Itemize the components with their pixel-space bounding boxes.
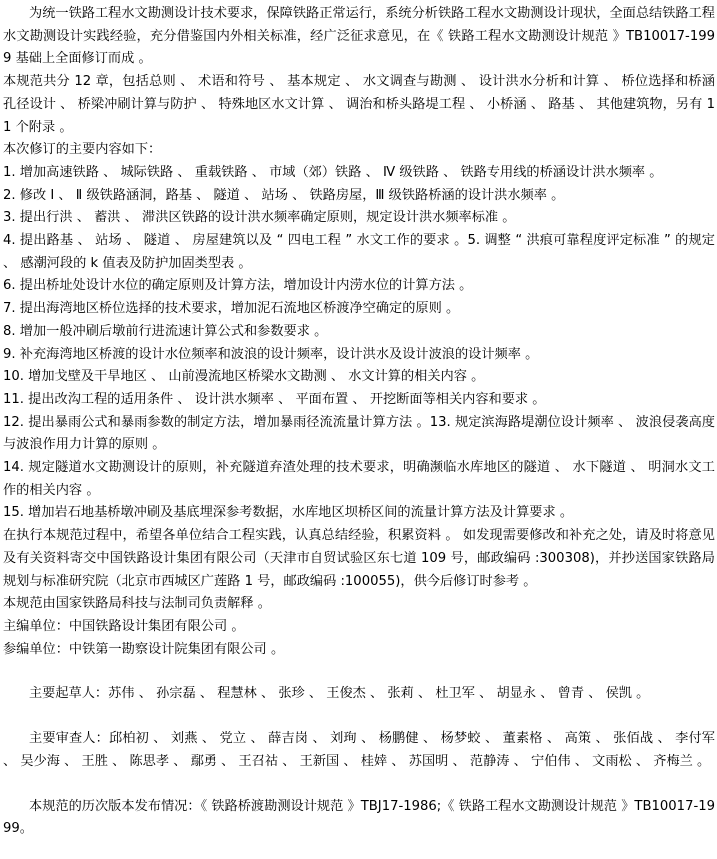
chief-editor-unit: 主编单位：中国铁路设计集团有限公司 。 [3, 618, 245, 634]
participating-unit: 参编单位：中铁第一勘察设计院集团有限公司 。 [3, 641, 285, 657]
revision-item-9: 9. 补充海湾地区桥渡的设计水位频率和波浪的设计频率，设计洪水及设计波浪的设计频率 。 [3, 346, 539, 362]
revision-item-2: 2. 修改 Ⅰ 、 Ⅱ 级铁路涵洞，路基 、 隧道 、 站场 、 铁路房屋，Ⅲ 级铁路桥涵的设计洪水频率 。 [3, 187, 565, 203]
revision-heading: 本次修订的主要内容如下： [3, 142, 162, 158]
revision-item-7: 7. 提出海湾地区桥位选择的技术要求，增加泥石流地区桥渡净空确定的原则 。 [3, 301, 460, 317]
revision-item-8: 8. 增加一般冲刷后墩前行进流速计算公式和参数要求 。 [3, 323, 328, 339]
feedback-paragraph: 在执行本规范过程中，希望各单位结合工程实践，认真总结经验，积累资料 。 如发现需要修改和补充之处，请及时将意见及有关资料寄交中国铁路设计集团有限公司（天津市自贸试验区东七道 109 号，邮政编码 :300308)，并抄送国家铁路局规划与标准研究院（北京市西城区广莲路 1 号，邮政编码 :100055)，供今后修订时参考 。 [3, 528, 715, 589]
revision-item-15: 15. 增加岩石地基桥墩冲刷及基底埋深参考数据，水库地区坝桥区间的流量计算方法及计算要求 。 [3, 505, 574, 521]
revision-item-3: 3. 提出行洪 、 蓄洪 、 滞洪区铁路的设计洪水频率确定原则，规定设计洪水频率标准 。 [3, 210, 516, 226]
intro-paragraph: 为统一铁路工程水文勘测设计技术要求，保障铁路正常运行，系统分析铁路工程水文勘测设计现状，全面总结铁路工程水文勘测设计实践经验，充分借鉴国内外相关标准，经广泛征求意见，在《 铁路工程水文勘测设计规范 》TB10017-1999 基础上全面修订而成 。 [3, 6, 715, 67]
main-drafters: 主要起草人：苏伟 、 孙宗磊 、 程慧林 、 张珍 、 王俊杰 、 张莉 、 杜卫军 、 胡显永 、 曾青 、 侯凯 。 [29, 686, 650, 702]
revision-item-14: 14. 规定隧道水文勘测设计的原则，补充隧道弃渣处理的技术要求，明确濒临水库地区的隧道 、 水下隧道 、 明洞水文工作的相关内容 。 [3, 460, 715, 498]
interpretation-note: 本规范由国家铁路局科技与法制司负责解释 。 [3, 596, 271, 612]
revision-item-4-5: 4. 提出路基 、 站场 、 隧道 、 房屋建筑以及 “ 四电工程 ” 水文工作的要求 。5. 调整 “ 洪痕可靠程度评定标准 ” 的规定 、 感潮河段的 k 值表及防护加固类型表 。 [3, 233, 715, 271]
revision-item-11: 11. 提出改沟工程的适用条件 、 设计洪水频率 、 平面布置 、 开挖断面等相关内容和要求 。 [3, 391, 546, 407]
structure-paragraph: 本规范共分 12 章，包括总则 、 术语和符号 、 基本规定 、 水文调查与勘测 、 设计洪水分析和计算 、 桥位选择和桥涵孔径设计 、 桥梁冲刷计算与防护 、 特殊地区水文计算 、 调治和桥头路堤工程 、 小桥涵 、 路基 、 其他建筑物，另有 11 个附录 。 [3, 74, 715, 135]
revision-item-12-13: 12. 提出暴雨公式和暴雨参数的制定方法，增加暴雨径流流量计算方法 。13. 规定滨海路堤潮位设计频率 、 波浪侵袭高度与波浪作用力计算的原则 。 [3, 414, 715, 453]
revision-item-1: 1. 增加高速铁路 、 城际铁路 、 重载铁路 、 市域（郊）铁路 、 Ⅳ 级铁路 、 铁路专用线的桥涵设计洪水频率 。 [3, 164, 663, 180]
revision-item-10: 10. 增加戈壁及干旱地区 、 山前漫流地区桥梁水文勘测 、 水文计算的相关内容 。 [3, 369, 485, 385]
main-reviewers: 主要审查人：邱柏初 、 刘燕 、 党立 、 薛吉岗 、 刘珣 、 杨鹏健 、 杨梦蛟 、 董素格 、 高策 、 张佰战 、 李付军 、 吴少海 、 王胜 、 陈思孝 、 鄢勇 、 王召祜 、 王新国 、 桂婞 、 苏国明 、 范静涛 、 宁伯伟 、 文雨松 、 齐梅兰 。 [3, 731, 715, 769]
version-history: 本规范的历次版本发布情况：《 铁路桥渡勘测设计规范 》TBJ17-1986;《 铁路工程水文勘测设计规范 》TB10017-1999。 [3, 798, 715, 837]
revision-item-6: 6. 提出桥址处设计水位的确定原则及计算方法，增加设计内涝水位的计算方法 。 [3, 278, 473, 294]
